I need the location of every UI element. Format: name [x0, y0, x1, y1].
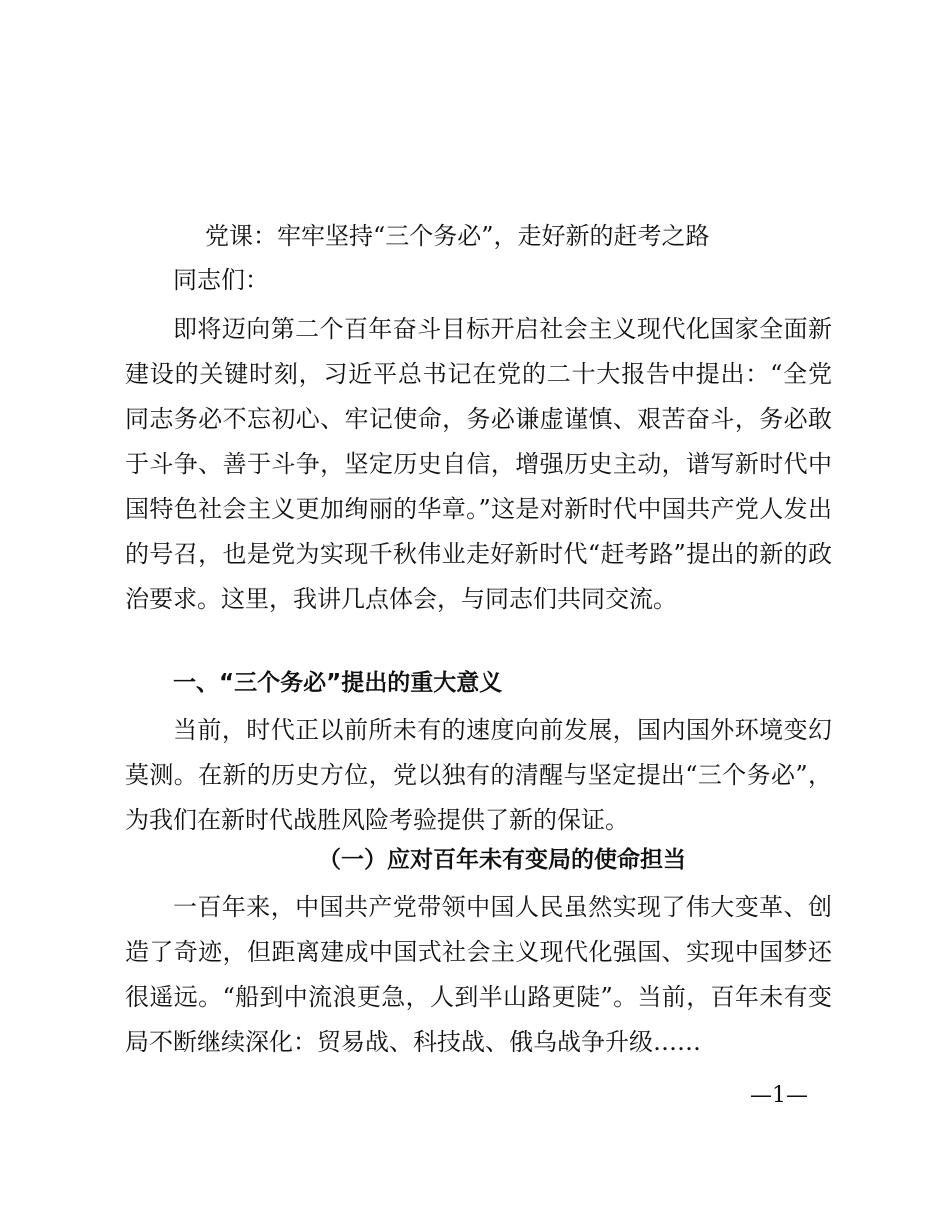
page-number: —1—: [750, 1083, 808, 1108]
section-heading: 一、“三个务必”提出的重大意义: [173, 670, 503, 696]
paragraph-subsection: 一百年来，中国共产党带领中国人民虽然实现了伟大变革、创造了奇迹，但距离建成中国式社会主义现代化强国、实现中国梦还很遥远。“船到中流浪更急，人到半山路更陡”。当前，百年未有变局不断继续深化：贸易战、科技战、俄乌战争升级……: [125, 893, 832, 1056]
subsection-heading: （一）应对百年未有变局的使命担当: [318, 846, 686, 873]
paragraph-intro: 即将迈向第二个百年奋斗目标开启社会主义现代化国家全面新建设的关键时刻，习近平总书记在党的二十大报告中提出：“全党同志务必不忘初心、牢记使命，务必谦虚谨慎、艰苦奋斗，务必敢于斗争、善于斗争，坚定历史自信，增强历史主动，谱写新时代中国特色社会主义更加绚丽的华章。”这是对新时代中国共产党人发出的号召，也是党为实现千秋伟业走好新时代“赶考路”提出的新的政治要求。这里，我讲几点体会，与同志们共同交流。: [125, 315, 832, 613]
document-title: 党课：牢牢坚持“三个务必”，走好新的赶考之路: [205, 222, 710, 250]
salutation: 同志们：: [173, 266, 269, 294]
paragraph-section-intro: 当前，时代正以前所未有的速度向前发展，国内国外环境变幻莫测。在新的历史方位，党以独有的清醒与坚定提出“三个务必”，为我们在新时代战胜风险考验提供了新的保证。: [125, 716, 832, 834]
